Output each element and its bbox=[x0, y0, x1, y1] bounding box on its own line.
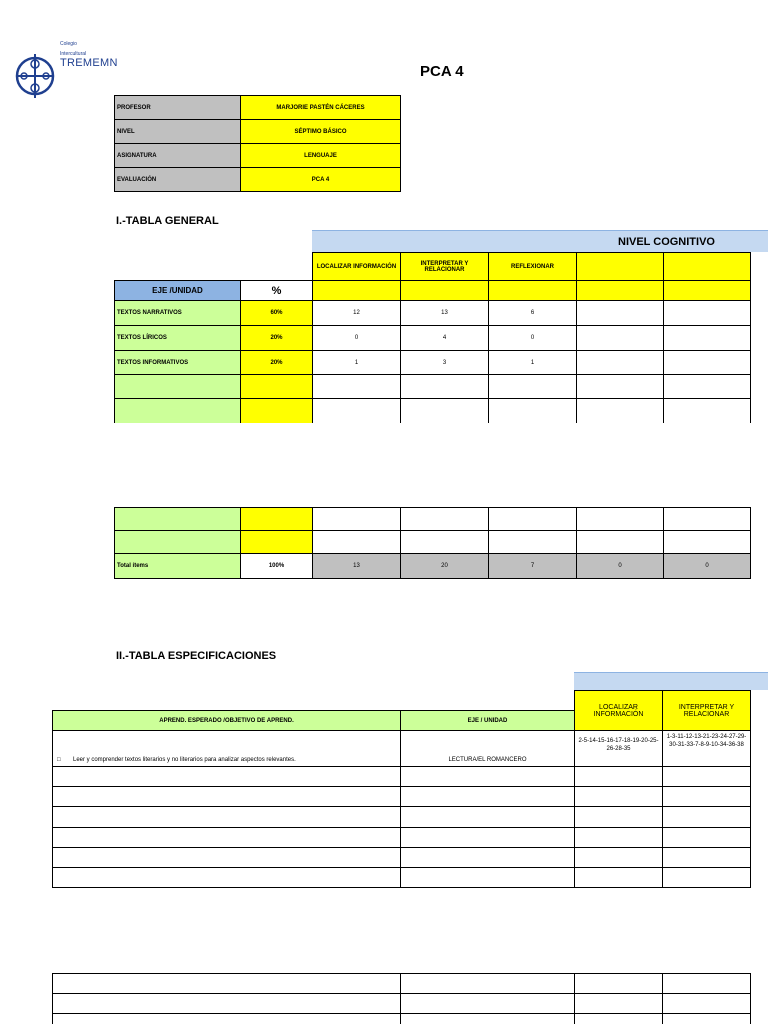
empty-cell bbox=[663, 787, 751, 807]
value-cell: 4 bbox=[401, 326, 489, 351]
nivel-cognitivo-header bbox=[312, 230, 768, 252]
empty-cell bbox=[663, 868, 751, 888]
empty-cell bbox=[577, 399, 664, 423]
empty-cell bbox=[489, 399, 577, 423]
empty-cell bbox=[663, 767, 751, 787]
total-value: 13 bbox=[313, 554, 401, 579]
value-cell: 12 bbox=[313, 301, 401, 326]
empty-cell bbox=[575, 828, 663, 848]
section1-heading: I.-TABLA GENERAL bbox=[116, 215, 219, 227]
col-loc-header: LOCALIZAR INFORMACIÓN bbox=[575, 691, 663, 731]
empty-cell bbox=[313, 531, 401, 554]
empty-cell bbox=[401, 787, 575, 807]
spec-eje-cell: LECTURA/EL ROMANCERO bbox=[401, 731, 575, 767]
value-cell: 3 bbox=[401, 351, 489, 375]
empty-cell bbox=[575, 807, 663, 828]
empty-cell bbox=[241, 253, 313, 281]
empty-cell bbox=[401, 848, 575, 868]
value-cell bbox=[577, 351, 664, 375]
value-cell bbox=[577, 301, 664, 326]
info-table bbox=[114, 95, 401, 192]
empty-cell bbox=[401, 767, 575, 787]
empty-cell bbox=[401, 868, 575, 888]
empty-cell bbox=[313, 508, 401, 531]
spec-aprend-cell bbox=[53, 731, 401, 767]
school-logo bbox=[14, 42, 124, 102]
empty-cell bbox=[53, 807, 401, 828]
info-label: PROFESOR bbox=[115, 96, 241, 120]
cog-header: REFLEXIONAR bbox=[489, 253, 577, 281]
info-label: ASIGNATURA bbox=[115, 144, 241, 168]
logo-line2: Intercultural bbox=[60, 51, 87, 57]
spec-table bbox=[52, 690, 751, 888]
empty-cell bbox=[241, 531, 313, 554]
cog-header bbox=[577, 253, 664, 281]
page-title: PCA 4 bbox=[420, 63, 464, 80]
empty-cell bbox=[401, 974, 575, 994]
section2-heading: II.-TABLA ESPECIFICACIONES bbox=[116, 650, 277, 662]
nivel-cognitivo-label: NIVEL COGNITIVO bbox=[618, 236, 715, 248]
empty-cell bbox=[575, 994, 663, 1014]
pct-cell: 20% bbox=[241, 326, 313, 351]
empty-cell bbox=[313, 281, 401, 301]
value-cell: 0 bbox=[313, 326, 401, 351]
empty-cell bbox=[401, 531, 489, 554]
empty-cell bbox=[401, 994, 575, 1014]
info-value: LENGUAJE bbox=[241, 144, 401, 168]
empty-cell bbox=[663, 974, 751, 994]
empty-cell bbox=[663, 807, 751, 828]
empty-cell bbox=[115, 531, 241, 554]
empty-cell bbox=[489, 281, 577, 301]
empty-cell bbox=[115, 399, 241, 423]
empty-cell bbox=[241, 399, 313, 423]
empty-cell bbox=[401, 828, 575, 848]
empty-cell bbox=[577, 375, 664, 399]
cog-header bbox=[664, 253, 751, 281]
empty-cell bbox=[53, 994, 401, 1014]
eje-header: EJE /UNIDAD bbox=[115, 281, 241, 301]
total-label: Total ítems bbox=[115, 554, 241, 579]
pct-cell: 20% bbox=[241, 351, 313, 375]
logo-name: TREMEMN bbox=[60, 57, 118, 69]
pct-cell: 60% bbox=[241, 301, 313, 326]
value-cell: 13 bbox=[401, 301, 489, 326]
empty-cell bbox=[663, 828, 751, 848]
spec-int-cell: 1-3-11-12-13-21-23-24-27-29-30-31-33-7-8-9-10-34-36-38 bbox=[663, 731, 751, 767]
empty-cell bbox=[53, 691, 401, 711]
empty-cell bbox=[241, 375, 313, 399]
col-aprend-header: APREND. ESPERADO /OBJETIVO DE APREND. bbox=[53, 711, 401, 731]
empty-cell bbox=[115, 253, 241, 281]
logo-emblem-icon bbox=[14, 50, 56, 102]
spec-header-band bbox=[574, 672, 768, 690]
empty-cell bbox=[313, 399, 401, 423]
empty-cell bbox=[575, 1014, 663, 1024]
cog-header: INTERPRETAR Y RELACIONAR bbox=[401, 253, 489, 281]
info-value: PCA 4 bbox=[241, 168, 401, 192]
spec-table-continued bbox=[52, 973, 751, 1024]
info-label: NIVEL bbox=[115, 120, 241, 144]
empty-cell bbox=[53, 848, 401, 868]
empty-cell bbox=[313, 375, 401, 399]
total-pct: 100% bbox=[241, 554, 313, 579]
cog-header: LOCALIZAR INFORMACIÓN bbox=[313, 253, 401, 281]
info-value: SÉPTIMO BÁSICO bbox=[241, 120, 401, 144]
empty-cell bbox=[489, 508, 577, 531]
col-eje-header: EJE / UNIDAD bbox=[401, 711, 575, 731]
info-label: EVALUACIÓN bbox=[115, 168, 241, 192]
empty-cell bbox=[53, 767, 401, 787]
value-cell bbox=[577, 326, 664, 351]
eje-cell: TEXTOS INFORMATIVOS bbox=[115, 351, 241, 375]
empty-cell bbox=[53, 1014, 401, 1024]
empty-cell bbox=[664, 375, 751, 399]
empty-cell bbox=[664, 508, 751, 531]
value-cell bbox=[664, 301, 751, 326]
eje-cell: TEXTOS LÍRICOS bbox=[115, 326, 241, 351]
info-value: MARJORIE PASTÉN CÁCERES bbox=[241, 96, 401, 120]
total-value: 0 bbox=[664, 554, 751, 579]
empty-cell bbox=[577, 508, 664, 531]
value-cell bbox=[664, 326, 751, 351]
empty-cell bbox=[575, 974, 663, 994]
empty-cell bbox=[401, 508, 489, 531]
empty-cell bbox=[577, 531, 664, 554]
empty-cell bbox=[663, 848, 751, 868]
pct-header: % bbox=[241, 281, 313, 301]
empty-cell bbox=[115, 375, 241, 399]
total-value: 0 bbox=[577, 554, 664, 579]
value-cell: 0 bbox=[489, 326, 577, 351]
empty-cell bbox=[241, 508, 313, 531]
empty-cell bbox=[664, 399, 751, 423]
value-cell: 1 bbox=[489, 351, 577, 375]
bullet-icon: □ bbox=[57, 757, 61, 763]
empty-cell bbox=[664, 531, 751, 554]
total-value: 20 bbox=[401, 554, 489, 579]
empty-cell bbox=[577, 281, 664, 301]
empty-cell bbox=[53, 868, 401, 888]
spec-loc-cell: 2-5-14-15-16-17-18-19-20-25-26-28-35 bbox=[575, 731, 663, 767]
value-cell bbox=[664, 351, 751, 375]
empty-cell bbox=[663, 1014, 751, 1024]
empty-cell bbox=[575, 787, 663, 807]
empty-cell bbox=[53, 787, 401, 807]
logo-line1: Colegio bbox=[60, 41, 77, 47]
general-table-totals bbox=[114, 507, 751, 579]
col-int-header: INTERPRETAR Y RELACIONAR bbox=[663, 691, 751, 731]
empty-cell bbox=[53, 828, 401, 848]
empty-cell bbox=[575, 848, 663, 868]
empty-cell bbox=[115, 508, 241, 531]
empty-cell bbox=[401, 1014, 575, 1024]
empty-cell bbox=[489, 375, 577, 399]
empty-cell bbox=[663, 994, 751, 1014]
value-cell: 6 bbox=[489, 301, 577, 326]
empty-cell bbox=[53, 974, 401, 994]
spec-aprend-text: Leer y comprender textos literarios y no literarios para analizar aspectos relevantes. bbox=[73, 757, 296, 763]
value-cell: 1 bbox=[313, 351, 401, 375]
eje-cell: TEXTOS NARRATIVOS bbox=[115, 301, 241, 326]
empty-cell bbox=[575, 868, 663, 888]
general-table bbox=[114, 252, 751, 423]
total-value: 7 bbox=[489, 554, 577, 579]
empty-cell bbox=[401, 807, 575, 828]
empty-cell bbox=[575, 767, 663, 787]
empty-cell bbox=[489, 531, 577, 554]
empty-cell bbox=[401, 399, 489, 423]
empty-cell bbox=[401, 691, 575, 711]
empty-cell bbox=[401, 375, 489, 399]
empty-cell bbox=[401, 281, 489, 301]
empty-cell bbox=[664, 281, 751, 301]
